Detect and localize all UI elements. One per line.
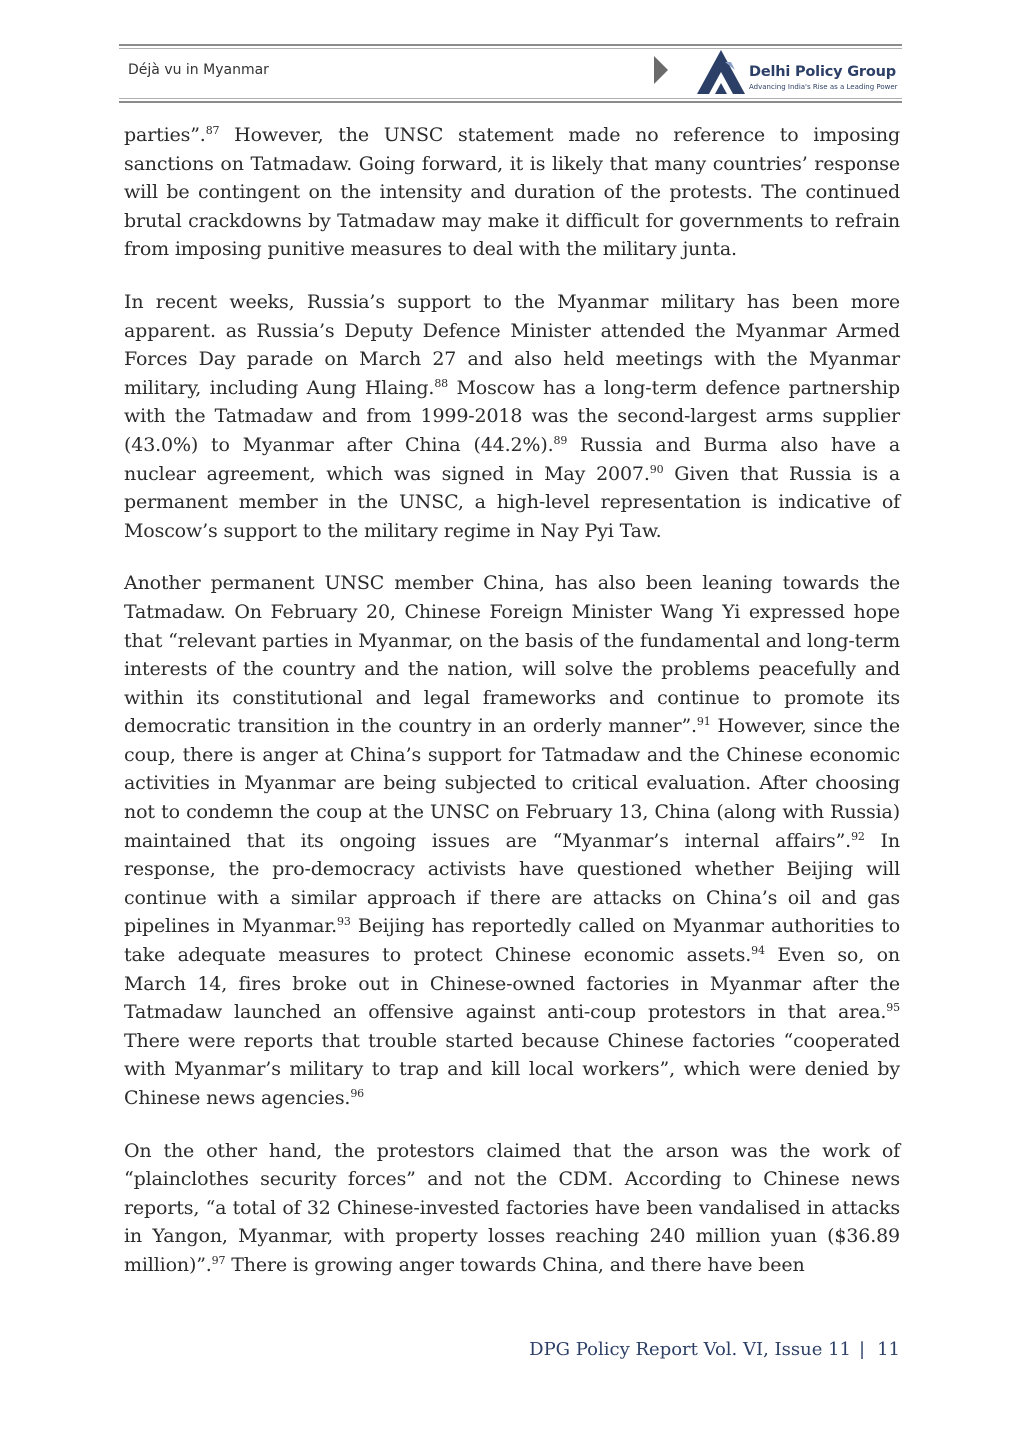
footnote-ref: 94 — [751, 944, 765, 958]
footnote-ref: 95 — [886, 1001, 900, 1015]
footnote-ref: 97 — [211, 1253, 226, 1267]
arrow-right-icon — [654, 56, 668, 84]
text-run: Russia and Burma also have a nuclear agreement, which was signed in May 2007. — [124, 433, 901, 485]
text-run: However, since the coup, there is anger at China’s support for Tatmadaw and the Chinese economic activities in Myanmar are being subjected to critical evaluation. After choosing not to condemn the coup at the UNSC on February 13, China (along with Russia) maintained that its ongoing issues are “Myanmar’s internal affairs”. — [124, 715, 900, 852]
text-run: parties”. — [124, 124, 206, 146]
text-run: However, the UNSC statement made no reference to imposing sanctions on Tatmadaw. Going forward, it is likely that many countries’ response will be contingent on the intensity and duration of the protests. The continued brutal crackdowns by Tatmadaw may make it difficult for governments to refrain from imposing punitive measures to deal with the military junta. — [124, 124, 900, 261]
header-bottom-rule-thin — [119, 98, 902, 99]
footnote-ref: 87 — [205, 124, 220, 137]
text-run: Beijing has reportedly called on Myanmar authorities to take adequate measures to protect Chinese economic assets. — [124, 915, 900, 967]
footnote-ref: 88 — [434, 376, 449, 390]
running-title: Déjà vu in Myanmar — [128, 62, 269, 78]
footnote-ref: 90 — [649, 462, 664, 476]
footnote-ref: 89 — [553, 433, 568, 447]
text-run: Moscow has a long-term defence partnership with the Tatmadaw and from 1999-2018 was the second-largest arms supplier (43.0%) to Myanmar after China (44.2%). — [124, 376, 900, 456]
footnote-ref: 96 — [350, 1087, 365, 1100]
footnote-ref: 91 — [696, 715, 711, 729]
text-run: On the other hand, the protestors claimed that the arson was the work of “plainclothes security forces” and not the CDM. According to Chinese news reports, “a total of 32 Chinese-invested factories have been vandalised in attacks in Yangon, Myanmar, with property losses reaching 240 million yuan ($36.89 million)”. — [124, 1139, 900, 1276]
text-run: Given that Russia is a permanent member in the UNSC, a high-level representation is indicative of Moscow’s support to the military regime in Nay Pyi Taw. — [124, 462, 901, 542]
logo-name: Delhi Policy Group — [749, 64, 896, 80]
paragraph — [124, 121, 900, 264]
text-run: In response, the pro-democracy activists have questioned whether Beijing will continue with a similar approach if there are attacks on China’s oil and gas pipelines in Myanmar. — [124, 829, 900, 938]
text-run: Another permanent UNSC member China, has also been leaning towards the Tatmadaw. On February 20, Chinese Foreign Minister Wang Yi expressed hope that “relevant parties in Myanmar, on the basis of the fundamental and long-term interests of the country and the nation, will solve the problems peacefully and within its constitutional and legal frameworks and continue to promote its democratic transition in the country in an orderly manner”. — [124, 572, 900, 738]
text-run: There is growing anger towards China, and there have been — [225, 1253, 805, 1276]
logo-tagline: Advancing India's Rise as a Leading Power — [749, 83, 898, 91]
text-run: In recent weeks, Russia’s support to the Myanmar military has been more apparent. as Russia’s Deputy Defence Minister attended the Myanmar Armed Forces Day parade on March 27 and also held meetings with the Myanmar military, including Aung Hlaing. — [124, 290, 900, 399]
page-number: 11 — [877, 1339, 900, 1360]
header-top-rule — [119, 44, 902, 46]
body-text — [124, 121, 900, 1304]
footnote-ref: 92 — [851, 829, 865, 843]
footnote-ref: 93 — [337, 915, 351, 929]
text-run: There were reports that trouble started because Chinese factories “cooperated with Myanmar’s military to trap and kill local workers”, which were denied by Chinese news agencies. — [124, 1029, 900, 1109]
dpg-logo — [695, 48, 905, 98]
footer-report-title: DPG Policy Report Vol. VI, Issue 11 — [529, 1339, 852, 1360]
header-bottom-rule — [119, 101, 902, 103]
paragraph — [124, 1137, 900, 1280]
text-run: Even so, on March 14, fires broke out in Chinese-owned factories in Myanmar after the Tatmadaw launched an offensive against anti-coup protestors in that area. — [124, 944, 901, 1024]
footer-separator: | — [859, 1339, 866, 1360]
paragraph — [124, 569, 900, 1112]
page-footer — [529, 1339, 900, 1360]
dpg-logo-mark-icon — [695, 48, 747, 96]
paragraph — [124, 288, 900, 545]
